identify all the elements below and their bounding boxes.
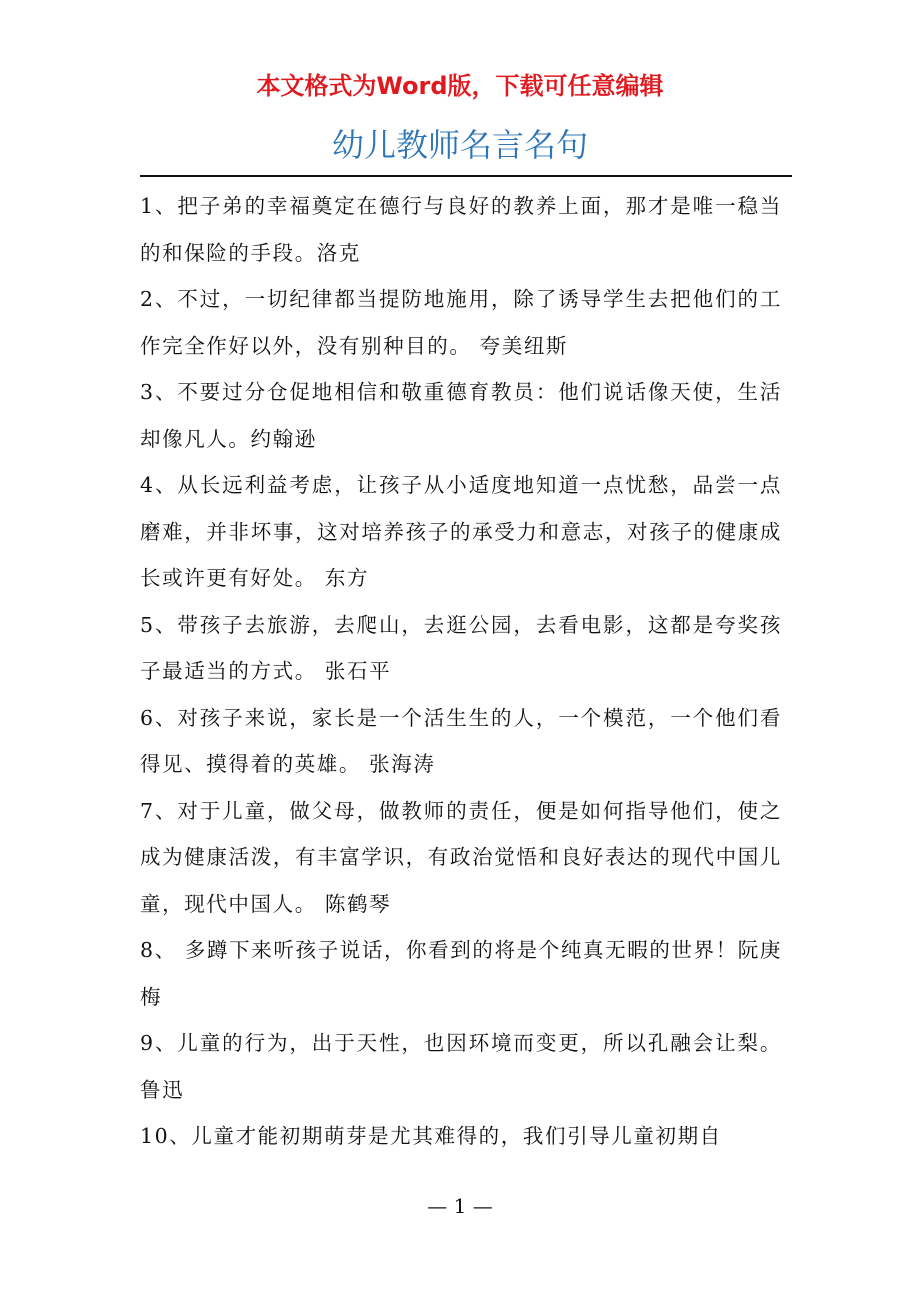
page-title: 幼儿教师名言名句 (331, 126, 588, 164)
quote-item: 9、儿童的行为，出于天性，也因环境而变更，所以孔融会让梨。 鲁迅 (140, 1031, 782, 1102)
format-notice-banner: 本文格式为Word版，下载可任意编辑 (256, 72, 664, 100)
quote-item: 2、不过，一切纪律都当提防地施用，除了诱导学生去把他们的工作完全作好以外，没有别种目的。 夸美纽斯 (140, 287, 782, 358)
quote-list (140, 183, 782, 1160)
page-number: — 1 — (427, 1194, 493, 1218)
quote-item: 1、把子弟的幸福奠定在德行与良好的教养上面，那才是唯一稳当的和保险的手段。洛克 (140, 194, 782, 265)
quote-item: 4、从长远利益考虑，让孩子从小适度地知道一点忧愁，品尝一点磨难，并非坏事，这对培养孩子的承受力和意志，对孩子的健康成长或许更有好处。 东方 (140, 473, 782, 590)
quote-item: 6、对孩子来说，家长是一个活生生的人，一个模范，一个他们看得见、摸得着的英雄。 张海涛 (140, 705, 782, 776)
quote-item: 3、不要过分仓促地相信和敬重德育教员：他们说话像天使，生活却像凡人。约翰逊 (140, 380, 782, 451)
quote-item: 5、带孩子去旅游，去爬山，去逛公园，去看电影，这都是夸奖孩子最适当的方式。 张石平 (140, 612, 782, 683)
quote-item: 10、儿童才能初期萌芽是尤其难得的，我们引导儿童初期自 (140, 1124, 722, 1148)
quote-item: 8、 多蹲下来听孩子说话，你看到的将是个纯真无暇的世界！阮庚梅 (140, 938, 782, 1009)
quote-item: 7、对于儿童，做父母，做教师的责任，便是如何指导他们，使之成为健康活泼，有丰富学识，有政治觉悟和良好表达的现代中国儿童，现代中国人。 陈鹤琴 (140, 798, 782, 916)
title-divider (140, 175, 792, 177)
